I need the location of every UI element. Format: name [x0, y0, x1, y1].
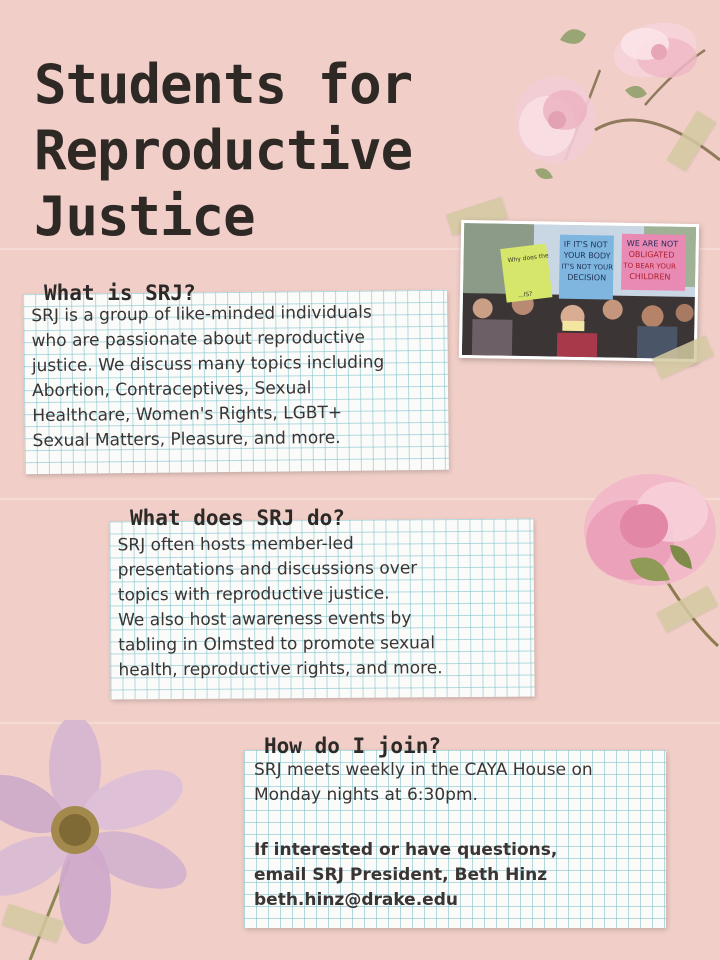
protest-photo-image	[462, 223, 696, 359]
how-do-i-join-heading: How do I join?	[264, 734, 442, 758]
title-line: Reproductive	[34, 119, 413, 182]
body-line: SRJ is a group of like-minded individuals	[31, 302, 372, 327]
sign-middle-text: IF IT'S NOT	[563, 239, 608, 250]
what-does-srj-do-body	[117, 531, 442, 683]
pink-rose-right	[550, 450, 720, 650]
body-line: Healthcare, Women's Rights, LGBT+	[32, 402, 343, 427]
what-is-srj-card	[23, 290, 449, 474]
body-line: SRJ meets weekly in the CAYA House on	[254, 760, 593, 780]
title-line: Students for	[34, 53, 413, 116]
sign-left-text: Why does the	[507, 252, 550, 265]
body-line: We also host awareness events by	[118, 608, 412, 631]
title-line: Justice	[34, 185, 255, 248]
what-does-srj-do-card	[109, 519, 534, 700]
how-do-i-join-body	[254, 758, 593, 808]
body-line: topics with reproductive justice.	[117, 583, 390, 606]
sign-right-text: OBLIGATED	[628, 249, 675, 260]
sign-middle-text: IT'S NOT YOUR	[561, 262, 614, 272]
contact-email: beth.hinz@drake.edu	[254, 890, 458, 910]
body-line: who are passionate about reproductive	[31, 327, 365, 352]
sign-right-text: CHILDREN	[629, 271, 671, 282]
contact-line: email SRJ President, Beth Hinz	[254, 865, 548, 885]
sign-right-text: TO BEAR YOUR	[623, 261, 677, 271]
body-line: presentations and discussions over	[117, 558, 418, 581]
contact-line: If interested or have questions,	[254, 840, 558, 860]
sign-left-text: ...IS?	[517, 290, 533, 300]
sign-right-text: WE ARE NOT	[626, 238, 679, 249]
body-line: SRJ often hosts member-led	[117, 533, 354, 556]
contact-info	[254, 838, 557, 913]
body-line: health, reproductive rights, and more.	[118, 658, 443, 681]
how-do-i-join-card	[244, 750, 666, 928]
sign-middle-text: YOUR BODY	[563, 250, 611, 261]
sign-middle-text: DECISION	[567, 272, 607, 283]
rose-flower-top-right	[505, 10, 720, 210]
what-does-srj-do-heading: What does SRJ do?	[130, 506, 345, 530]
body-line: Monday nights at 6:30pm.	[254, 785, 478, 805]
page-title	[34, 52, 474, 250]
what-is-srj-body	[31, 300, 385, 454]
protest-photo	[459, 220, 699, 362]
body-line: justice. We discuss many topics including	[31, 352, 385, 377]
body-line: Sexual Matters, Pleasure, and more.	[32, 427, 341, 452]
body-line: Abortion, Contraceptives, Sexual	[31, 378, 312, 402]
body-line: tabling in Olmsted to promote sexual	[118, 633, 436, 656]
what-is-srj-heading: What is SRJ?	[44, 281, 196, 305]
